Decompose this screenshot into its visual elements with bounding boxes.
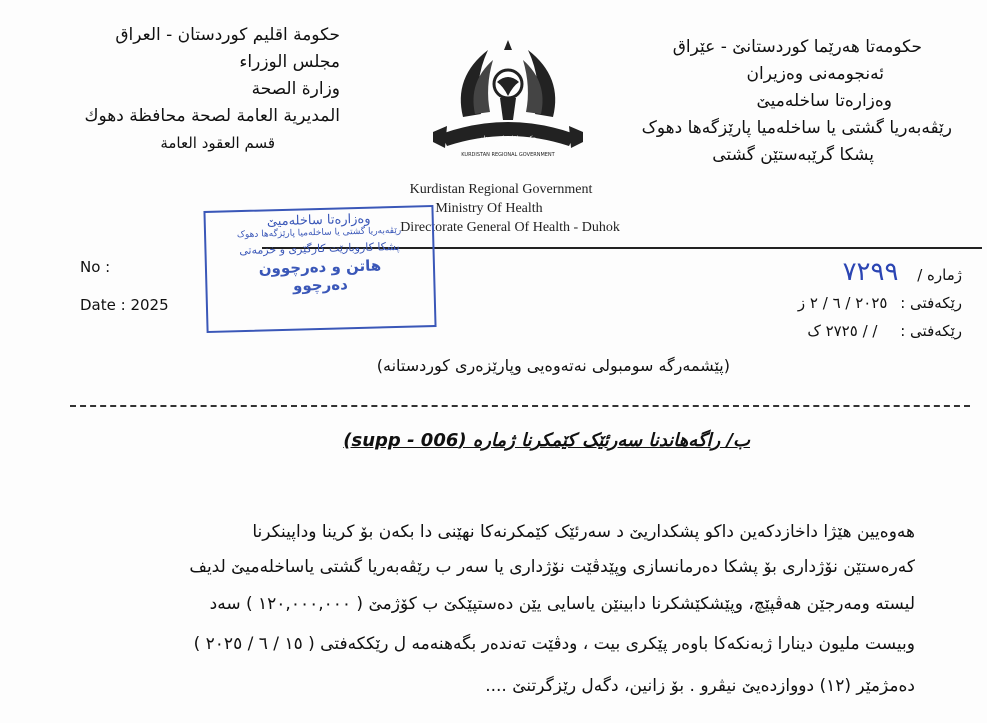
handwritten-number: ٧٢٩٩ [842, 257, 899, 287]
english-header-line: Directorate General Of Health - Duhok [400, 220, 620, 235]
body-line: دەمژمێر (١٢) دووازدەیێ نیڤرو . بۆ زانین، دگەل رێزگرتنێ .... [485, 676, 915, 696]
arabic-header-line: قسم العقود العامة [160, 134, 275, 152]
body-line: کەرەستێن نۆژداری بۆ پشکا دەرمانسازی وپێدڤێت نۆژداری یا سەر ب رێڤەبەریا گشتی یاساخلەمیێ لدیف [189, 557, 915, 577]
kurdish-ref-block [700, 258, 962, 345]
arabic-header-line: المديرية العامة لصحة محافظة دهوك [84, 106, 340, 126]
eagle-emblem-icon [433, 22, 583, 170]
stamp-line: پشکا کاروبارێت کارگێری و خزمەتی [239, 239, 400, 258]
body-line: وبیست ملیون دینارا ژبەنکەکا باوەر پێکری بیت ، ودڤێت تەندەر بگەهنەمە ل رێککەفتی ( ١٥ / ٦ / ٢٠٢٥ ) [193, 634, 915, 654]
kurdish-no-row [700, 258, 962, 289]
kurdish-date2-row [700, 317, 962, 345]
stamp-line: هاتن و دەرچوون [258, 256, 382, 278]
kurdish-date1-label: رێکەفتی : [900, 294, 962, 312]
slogan: (پێشمەرگە سومبولی نەتەوەیی وپارێزەری کوردستانە) [376, 356, 730, 375]
english-no-label: No : [80, 258, 111, 276]
stamp-line: رێڤەبەریا گشتی یا ساخلەمیا پارێزگەها دهوک [236, 225, 402, 241]
kurdish-header-line: ئەنجومەنی وەزیران [746, 64, 884, 84]
stamp-line: وەزارەتا ساخلەمیێ [266, 211, 371, 230]
logo-arabic-caption: حكومة اقليم كوردستان [479, 135, 537, 142]
english-date-label: Date : 2025 [80, 296, 169, 314]
kurdish-header-line: رێڤەبەریا گشتی یا ساخلەمیا پارێزگەها دهوک [641, 118, 952, 138]
arabic-header-line: مجلس الوزراء [239, 52, 340, 72]
english-header-line: Ministry Of Health [435, 201, 543, 216]
incoming-outgoing-stamp [203, 205, 436, 333]
kurdish-date1-value: ٢٠٢٥ / ٦ / ٢ ز [797, 294, 888, 312]
english-header-line: Kurdistan Regional Government [409, 182, 593, 197]
kurdish-header [600, 34, 962, 169]
body-line: هەوەیین هێژا داخازدکەین داکو پشکداریێ د سەرئێک کێمکرنەکا نهێنی دا بکەن بۆ کرینا وداپینکرنا [252, 522, 915, 542]
logo-english-caption: KURDISTAN REGIONAL GOVERNMENT [461, 152, 555, 158]
kurdish-date2-label: رێکەفتی : [900, 322, 962, 340]
arabic-header [60, 22, 340, 157]
kurdish-header-line: حکومەتا هەرێما کوردستانێ - عێراق [672, 37, 922, 57]
subject-line: ب/ راگەهاندنا سەرئێک کێمکرنا ژمارە (supp - 006) [343, 430, 750, 451]
kurdish-header-line: پشکا گرێبەستێن گشتی [712, 145, 874, 165]
kurdish-date1-row [700, 289, 962, 317]
arabic-header-line: حكومة اقليم كوردستان - العراق [115, 25, 340, 45]
kurdish-no-label: ژمارە / [917, 266, 962, 284]
kurdish-header-line: وەزارەتا ساخلەمیێ [756, 91, 892, 111]
arabic-header-line: وزارة الصحة [251, 79, 340, 99]
stamp-line: دەرچوو [292, 275, 349, 295]
kurdish-date2-value: / / ٢٧٢٥ ک [807, 322, 878, 340]
krg-emblem-logo [433, 22, 583, 170]
body-line: لیستە ومەرجێن هەڤپێچ، وپێشکێشکرنا دابینێن یاسایی یێن دەستپێکێ ب کۆژمێ ( ١٢٠,٠٠٠,٠٠٠ ) سەد [209, 594, 915, 614]
dashed-divider [70, 405, 970, 407]
